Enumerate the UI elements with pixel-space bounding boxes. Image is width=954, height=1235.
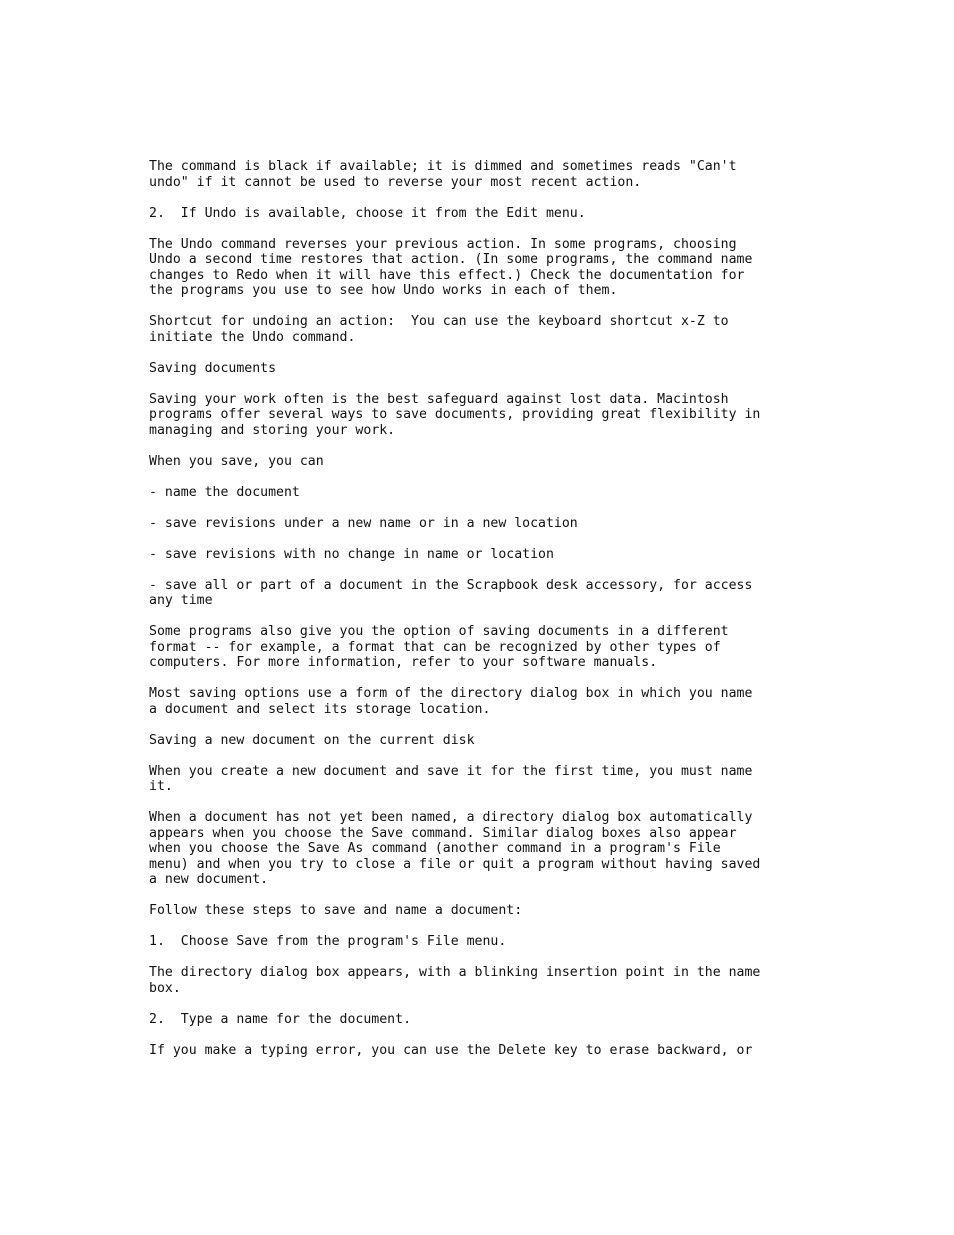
section-heading: Saving documents bbox=[149, 360, 277, 376]
paragraph: The Undo command reverses your previous action. In some programs, choosing Undo a second time restores that action. (In some programs, the command name changes to Redo when it will have this effect.) Check the documentation for the programs you use to see how Undo works in each of them. bbox=[149, 236, 753, 298]
paragraph: When a document has not yet been named, a directory dialog box automatically appears when you choose the Save command. Similar dialog boxes also appear when you choose the Save As command (another command in a program's File menu) and when you try to close a file or quit a program without having saved a new document. bbox=[149, 810, 761, 887]
paragraph: Follow these steps to save and name a document: bbox=[149, 903, 523, 918]
step-item: 2. Type a name for the document. bbox=[149, 1011, 412, 1027]
list-item: - save all or part of a document in the Scrapbook desk accessory, for access any time bbox=[149, 577, 753, 608]
paragraph: Most saving options use a form of the directory dialog box in which you name a document and select its storage location. bbox=[149, 686, 753, 717]
step-item: 1. Choose Save from the program's File menu. bbox=[149, 934, 507, 949]
list-item: - save revisions with no change in name or location bbox=[149, 546, 554, 562]
paragraph: When you create a new document and save it for the first time, you must name it. bbox=[149, 763, 753, 794]
paragraph: Saving your work often is the best safeguard against lost data. Macintosh programs offer several ways to save documents, providing great flexibility in managing and storing your work. bbox=[149, 391, 761, 438]
paragraph: The command is black if available; it is dimmed and sometimes reads "Can't undo" if it cannot be used to reverse your most recent action. bbox=[149, 159, 737, 190]
shortcut-note: Shortcut for undoing an action: You can use the keyboard shortcut x-Z to initiate the Undo command. bbox=[149, 314, 729, 345]
document-body bbox=[149, 159, 829, 1074]
step-item: 2. If Undo is available, choose it from the Edit menu. bbox=[149, 205, 586, 221]
paragraph: The directory dialog box appears, with a blinking insertion point in the name box. bbox=[149, 965, 761, 996]
paragraph: Some programs also give you the option of saving documents in a different format -- for example, a format that can be recognized by other types of computers. For more information, refer to your software manuals. bbox=[149, 624, 729, 670]
list-item: - save revisions under a new name or in a new location bbox=[149, 515, 578, 531]
paragraph: If you make a typing error, you can use the Delete key to erase backward, or bbox=[149, 1042, 753, 1058]
paragraph: When you save, you can bbox=[149, 453, 324, 469]
list-item: - name the document bbox=[149, 484, 300, 500]
section-heading: Saving a new document on the current disk bbox=[149, 732, 475, 748]
